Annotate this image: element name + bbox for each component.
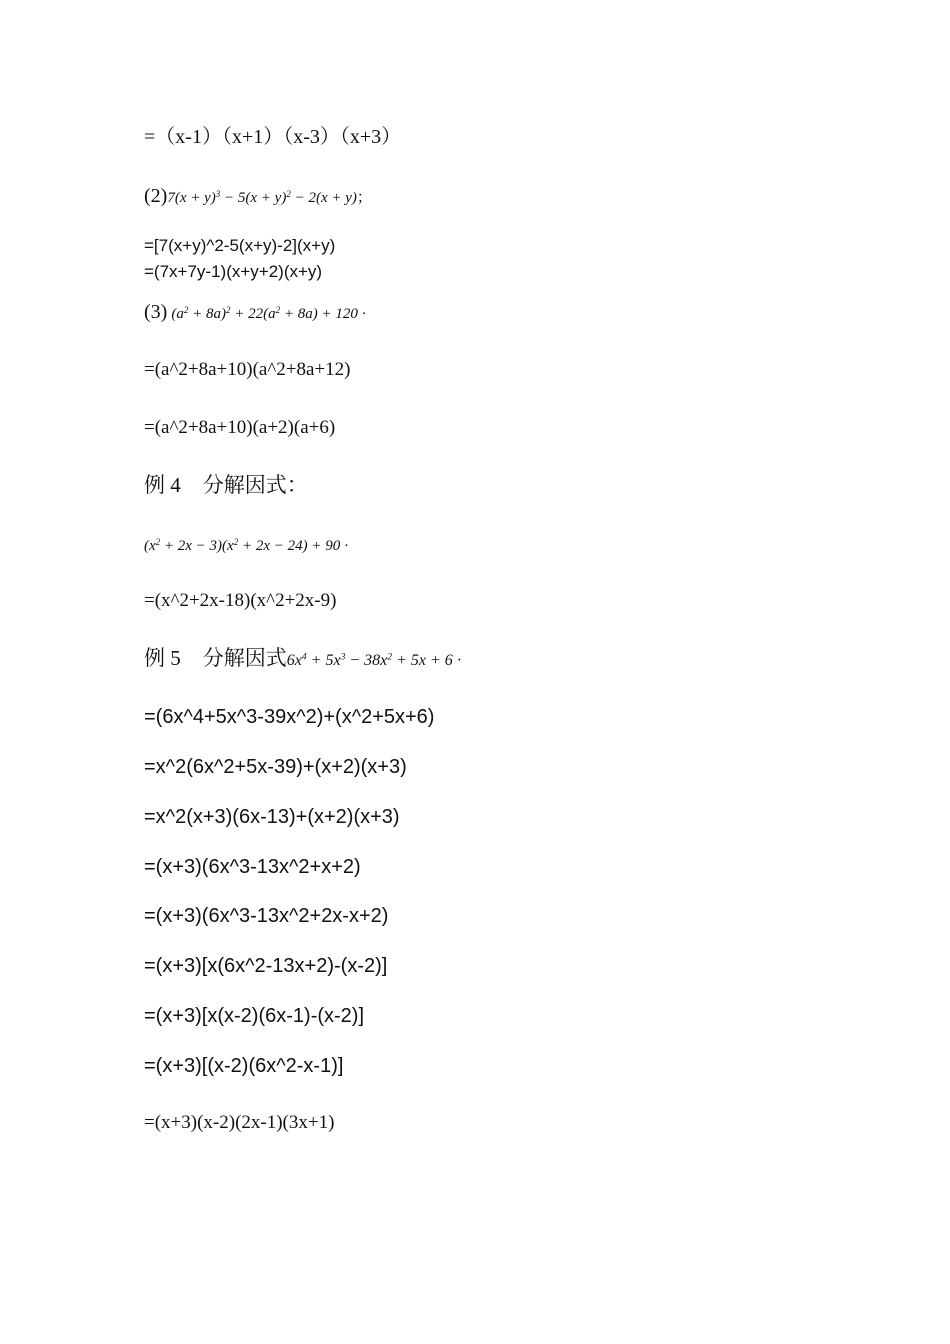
expr-end: · (340, 538, 349, 554)
expr-part: − 38x (345, 652, 388, 669)
exponent: 4 (301, 651, 307, 663)
solution-step-7: =(x+3)[x(x-2)(6x-1)-(x-2)] (144, 1005, 365, 1027)
example-5-label: 例 5 (144, 646, 181, 670)
solution-step-4: =(x+3)(6x^3-13x^2+x+2) (144, 856, 361, 878)
example-5-heading (144, 648, 462, 669)
expr-part: + 5x + 6 (392, 652, 453, 669)
problem-3-line (144, 302, 367, 322)
solution-step-6: =(x+3)[x(6x^2-13x+2)-(x-2)] (144, 955, 388, 977)
expr-end: ； (356, 190, 372, 206)
exponent: 2 (225, 305, 231, 316)
expr-part: − 2(x + y) (290, 190, 357, 206)
solution-step-5: =(x+3)(6x^3-13x^2+2x-x+2) (144, 905, 389, 927)
problem-2-expression (167, 190, 372, 206)
exponent: 2 (155, 537, 161, 548)
problem-3-label: (3) (144, 301, 168, 323)
expr-end: · (357, 306, 367, 322)
expr-part: (a (171, 306, 184, 322)
example-4-label: 例 4 (144, 473, 181, 497)
problem-3-expression (171, 306, 366, 322)
expr-part: + 8a) (188, 306, 226, 322)
solution-step-1: =(6x^4+5x^3-39x^2)+(x^2+5x+6) (144, 706, 435, 728)
expr-part: 7(x + y) (167, 190, 216, 206)
exponent: 2 (387, 651, 393, 663)
expr-part: (x (144, 538, 156, 554)
solution-step-3: =x^2(x+3)(6x-13)+(x+2)(x+3) (144, 806, 400, 828)
expr-part: − 5(x + y) (220, 190, 287, 206)
equation-line-7: =(a^2+8a+10)(a+2)(a+6) (144, 417, 336, 438)
exponent: 2 (183, 305, 189, 316)
equation-line-3: =[7(x+y)^2-5(x+y)-2](x+y) (144, 236, 336, 255)
solution-step-2: =x^2(6x^2+5x-39)+(x+2)(x+3) (144, 756, 407, 778)
problem-2-label: (2) (144, 185, 168, 207)
expr-part: + 22(a (230, 306, 276, 322)
expr-part: + 2x − 3)(x (160, 538, 234, 554)
exponent: 2 (286, 189, 291, 200)
equation-line-10: =(x^2+2x-18)(x^2+2x-9) (144, 590, 337, 611)
solution-step-8: =(x+3)[(x-2)(6x^2-x-1)] (144, 1055, 344, 1077)
equation-line-1: =（x-1）（x+1）（x-3）（x+3） (144, 126, 402, 148)
exponent: 2 (233, 537, 239, 548)
expr-part: + 8a) + 120 (280, 306, 358, 322)
problem-2-line (144, 186, 372, 206)
exponent: 3 (340, 651, 346, 663)
expr-part: + 5x (306, 652, 341, 669)
expr-end: · (452, 652, 463, 669)
exponent: 2 (275, 305, 281, 316)
expr-part: + 2x − 24) + 90 (238, 538, 341, 554)
expr-part: 6x (286, 652, 302, 669)
example-5-text: 分解因式 (202, 646, 287, 670)
example-4-heading (144, 475, 308, 496)
equation-line-6: =(a^2+8a+10)(a^2+8a+12) (144, 359, 351, 380)
example-4-text: 分解因式： (202, 473, 308, 497)
equation-line-4: =(7x+7y-1)(x+y+2)(x+y) (144, 262, 323, 281)
example-4-expression (144, 538, 349, 554)
solution-step-9: =(x+3)(x-2)(2x-1)(3x+1) (144, 1112, 335, 1133)
exponent: 3 (215, 189, 221, 200)
example-5-expression (287, 652, 462, 669)
